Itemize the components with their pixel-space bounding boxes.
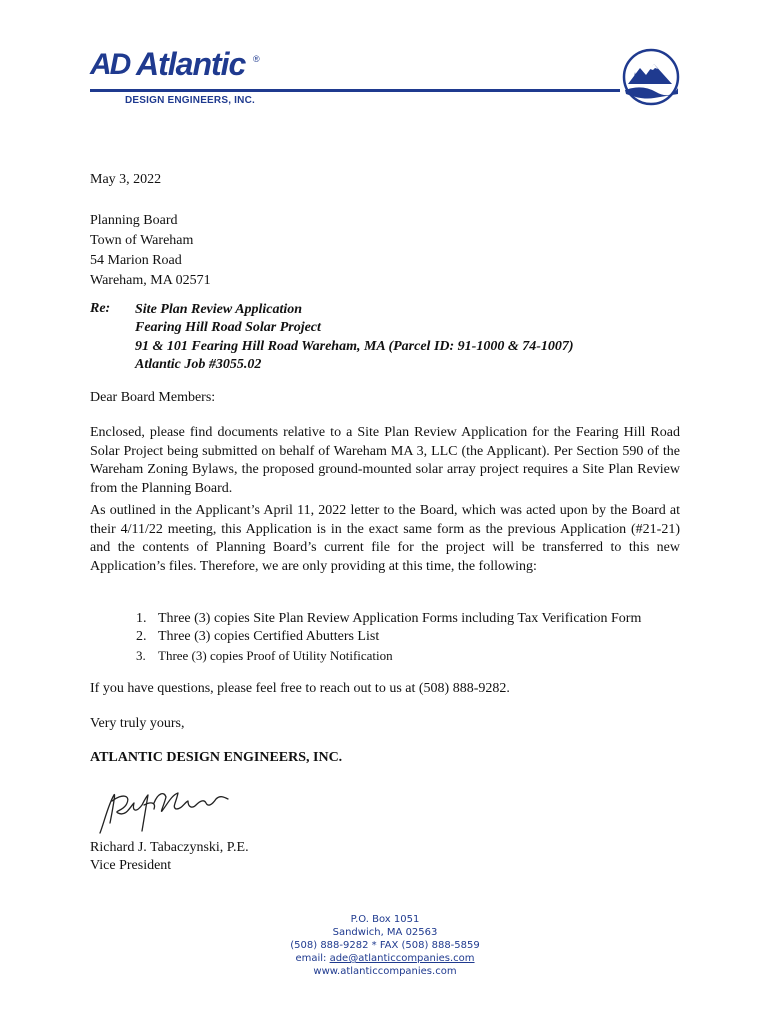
contact-line: If you have questions, please feel free to reach out to us at (508) 888-9282. <box>90 681 510 696</box>
letterhead-rule <box>90 89 620 92</box>
footer-phone-fax: (508) 888-9282 * FAX (508) 888-5859 <box>290 940 480 951</box>
list-item-number: 3. <box>136 647 146 663</box>
body-paragraph: As outlined in the Applicant’s April 11, 2022 letter to the Board, which was acted upon by the Board at their 4/11/22 meeting, this Application is in the exact same form as the previous Application (#21-21) and the contents of Planning Board’s current file for the project will be transferred to this new Application’s files. Therefore, we are only providing at this time, the following: <box>90 503 680 574</box>
list-item-number: 1. <box>136 611 147 626</box>
list-item <box>136 647 641 665</box>
re-label: Re: <box>90 301 111 316</box>
list-item-text: Three (3) copies Proof of Utility Notification <box>158 647 393 663</box>
recipient-line: 54 Marion Road <box>90 253 182 268</box>
re-line: Atlantic Job #3055.02 <box>135 356 262 372</box>
footer-email-link[interactable]: ade@atlanticcompanies.com <box>329 953 475 964</box>
mountain-seal-icon <box>622 48 680 106</box>
body-paragraph: Enclosed, please find documents relative to a Site Plan Review Application for the Fearing Hill Road Solar Project being submitted on behalf of Wareham MA 3, LLC (the Applicant). Per Section 590 of the Wareham Zoning Bylaws, the proposed ground-mounted solar array project requires a Site Plan Review from the Planning Board. <box>90 425 680 496</box>
signer-title: Vice President <box>90 858 172 873</box>
list-item <box>136 610 642 628</box>
footer-po-box: P.O. Box 1051 <box>350 914 420 925</box>
recipient-line: Planning Board <box>90 213 178 228</box>
re-line: 91 & 101 Fearing Hill Road Wareham, MA (Parcel ID: 91-1000 & 74-1007) <box>135 338 574 354</box>
salutation: Dear Board Members: <box>90 390 216 405</box>
recipient-line: Wareham, MA 02571 <box>90 273 211 288</box>
footer-city: Sandwich, MA 02563 <box>332 927 438 938</box>
handwritten-signature <box>92 783 232 841</box>
closing-company: ATLANTIC DESIGN ENGINEERS, INC. <box>90 750 343 765</box>
footer-email-row <box>235 952 535 965</box>
list-item <box>136 628 641 646</box>
enclosure-list <box>136 610 642 665</box>
letterhead-subtitle: DESIGN ENGINEERS, INC. <box>125 95 255 106</box>
closing-phrase: Very truly yours, <box>90 716 185 731</box>
list-item-text: Three (3) copies Certified Abutters List <box>158 629 380 645</box>
footer-email-label: email: <box>295 953 327 964</box>
re-line: Fearing Hill Road Solar Project <box>135 320 321 336</box>
signer-name: Richard J. Tabaczynski, P.E. <box>90 840 249 855</box>
letter-footer <box>235 913 535 978</box>
footer-website[interactable]: www.atlanticcompanies.com <box>313 966 457 977</box>
letter-date: May 3, 2022 <box>90 172 162 187</box>
list-item-number: 2. <box>136 629 147 645</box>
re-line: Site Plan Review Application <box>135 302 303 317</box>
logo-name: Atlantic <box>136 46 246 82</box>
re-subject-block <box>135 301 574 374</box>
logo-mark: AD <box>90 48 130 81</box>
logo-trademark: ® <box>253 54 260 64</box>
list-item-text: Three (3) copies Site Plan Review Application Forms including Tax Verification Form <box>158 611 642 626</box>
recipient-line: Town of Wareham <box>90 233 194 248</box>
